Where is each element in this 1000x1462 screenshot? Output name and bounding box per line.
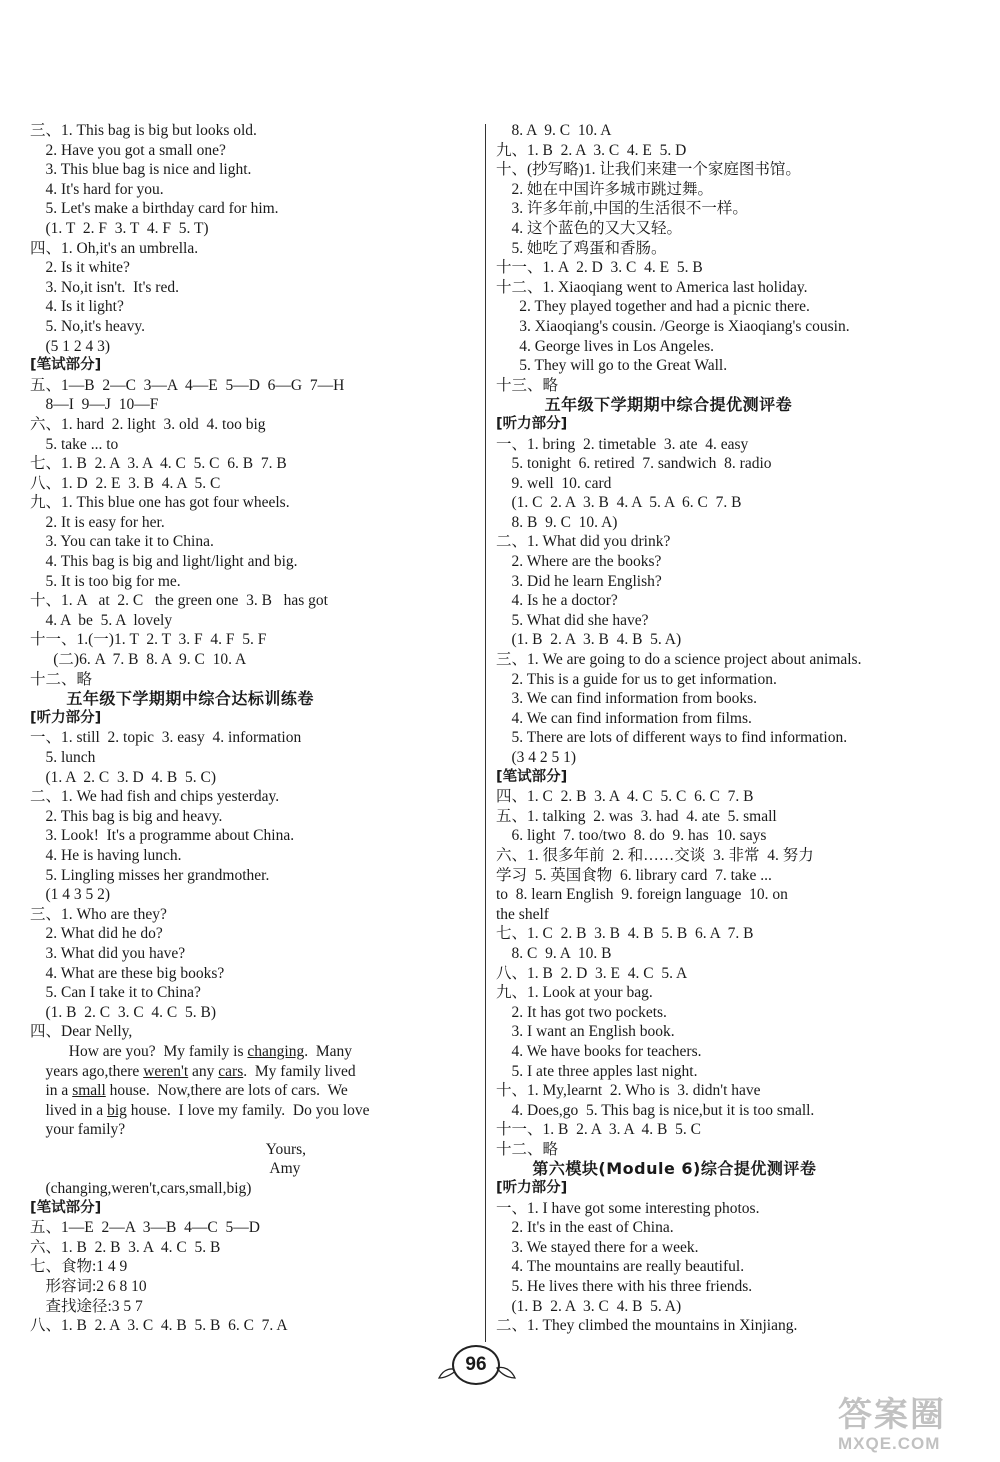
answer-text: 七、1. C 2. B 3. B 4. B 5. B 6. A 7. B — [496, 925, 754, 943]
answer-text: 5. They will go to the Great Wall. — [496, 357, 728, 375]
answer-text: years ago,there — [30, 1062, 144, 1080]
answer-line — [496, 474, 966, 494]
answer-line — [30, 297, 470, 317]
answer-text: [听力部分] — [30, 709, 102, 726]
answer-text: 4. Is he a doctor? — [496, 592, 618, 610]
answer-line — [496, 141, 966, 161]
answer-line — [30, 552, 470, 572]
answer-line — [30, 1042, 470, 1062]
answer-text: 5. What did she have? — [496, 611, 649, 629]
answer-text: 8—I 9—J 10—F — [30, 396, 159, 414]
answer-text: 六、1. 很多年前 2. 和……交谈 3. 非常 4. 努力 — [496, 846, 814, 864]
answer-line — [496, 317, 966, 337]
answer-line — [30, 670, 470, 690]
answer-text: [笔试部分] — [496, 768, 568, 785]
answer-line — [496, 787, 966, 807]
answer-line — [496, 611, 966, 631]
answer-line — [30, 885, 470, 905]
answer-line — [30, 964, 470, 984]
answer-text: 4. George lives in Los Angeles. — [496, 337, 714, 355]
answer-column-left — [30, 121, 470, 1336]
section-header — [30, 356, 470, 376]
answer-text: 8. C 9. A 10. B — [496, 944, 612, 962]
answer-line — [30, 513, 470, 533]
answer-text: 五、1. talking 2. was 3. had 4. ate 5. small — [496, 807, 777, 825]
answer-text: 2. They played together and had a picnic there. — [496, 298, 810, 316]
answer-text: 3. Look! It's a programme about China. — [30, 827, 295, 845]
answer-text: (changing,weren't,cars,small,big) — [30, 1180, 252, 1198]
answer-line — [496, 513, 966, 533]
answer-text: 5. Lingling misses her grandmother. — [30, 866, 270, 884]
answer-line — [30, 630, 470, 650]
answer-text: 五年级下学期期中综合提优测评卷 — [496, 395, 793, 415]
page-number: 96 — [452, 1345, 500, 1385]
answer-text: 四、1. C 2. B 3. A 4. C 5. C 6. C 7. B — [496, 788, 754, 806]
answer-text: 九、1. B 2. A 3. C 4. E 5. D — [496, 141, 687, 159]
answer-line — [496, 493, 966, 513]
answer-line — [496, 964, 966, 984]
answer-text: 七、1. B 2. A 3. A 4. C 5. C 6. B 7. B — [30, 455, 287, 473]
exam-title — [496, 1159, 966, 1179]
answer-text: Yours, — [30, 1140, 307, 1158]
answer-line — [496, 650, 966, 670]
answer-text: 5. 她吃了鸡蛋和香肠。 — [496, 239, 667, 257]
answer-text: 2. What did he do? — [30, 925, 163, 943]
answer-line — [30, 787, 470, 807]
answer-text: 七、食物:1 4 9 — [30, 1258, 128, 1276]
answer-text: 6. light 7. too/two 8. do 9. has 10. says — [496, 827, 767, 845]
answer-text: 5. take ... to — [30, 435, 119, 453]
answer-line — [30, 826, 470, 846]
answer-text: 4. He is having lunch. — [30, 846, 182, 864]
answer-text: 5. There are lots of different ways to find information. — [496, 729, 848, 747]
answer-line — [30, 748, 470, 768]
answer-line — [496, 1062, 966, 1082]
answer-text: 第六模块(Module 6)综合提优测评卷 — [496, 1159, 817, 1179]
answer-text: 2. It's in the east of China. — [496, 1219, 674, 1237]
answer-text: (1 4 3 5 2) — [30, 886, 111, 904]
answer-text: 三、1. We are going to do a science project about animals. — [496, 651, 862, 669]
answer-line — [496, 1081, 966, 1101]
answer-line — [496, 219, 966, 239]
answer-text: . My family lived — [243, 1062, 356, 1080]
answer-line — [30, 337, 470, 357]
answer-line — [30, 924, 470, 944]
answer-text: 六、1. hard 2. light 3. old 4. too big — [30, 415, 266, 433]
answer-line — [496, 572, 966, 592]
answer-text: 一、1. still 2. topic 3. easy 4. information — [30, 729, 302, 747]
answer-text: 5. It is too big for me. — [30, 572, 181, 590]
answer-text: 十一、1. B 2. A 3. A 4. B 5. C — [496, 1121, 701, 1139]
underlined-answer: big — [107, 1101, 127, 1119]
answer-line — [30, 983, 470, 1003]
answer-text: [笔试部分] — [30, 357, 102, 374]
leaf-icon — [496, 1364, 516, 1380]
section-header — [30, 709, 470, 729]
answer-line — [30, 435, 470, 455]
answer-line — [496, 1003, 966, 1023]
answer-text: 3. Xiaoqiang's cousin. /George is Xiaoqiang's cousin. — [496, 317, 850, 335]
answer-line — [496, 728, 966, 748]
answer-line — [496, 1297, 966, 1317]
answer-text: 六、1. B 2. B 3. A 4. C 5. B — [30, 1238, 221, 1256]
answer-line — [30, 278, 470, 298]
answer-line — [496, 670, 966, 690]
answer-text: 4. It's hard for you. — [30, 180, 164, 198]
page-number-badge — [438, 1342, 518, 1386]
answer-line — [496, 199, 966, 219]
answer-line — [30, 591, 470, 611]
answer-text: 十、(抄写略)1. 让我们来建一个家庭图书馆。 — [496, 161, 801, 179]
answer-line — [496, 1316, 966, 1336]
answer-text: 4. Is it light? — [30, 298, 124, 316]
answer-line — [30, 1081, 470, 1101]
answer-text: 形容词:2 6 8 10 — [30, 1278, 147, 1296]
answer-line — [496, 1022, 966, 1042]
answer-line — [30, 395, 470, 415]
answer-text: 5. I ate three apples last night. — [496, 1062, 698, 1080]
answer-text: 3. We stayed there for a week. — [496, 1238, 699, 1256]
answer-text: (二)6. A 7. B 8. A 9. C 10. A — [30, 651, 247, 669]
answer-text: 十、1. A at 2. C the green one 3. B has got — [30, 592, 328, 610]
answer-text: house. Now,there are lots of cars. We — [105, 1082, 348, 1100]
answer-line — [30, 650, 470, 670]
answer-line — [496, 983, 966, 1003]
answer-text: 9. well 10. card — [496, 474, 612, 492]
answer-text: 十二、略 — [30, 670, 93, 688]
answer-line — [30, 180, 470, 200]
answer-text: 5. No,it's heavy. — [30, 317, 146, 335]
answer-line — [30, 611, 470, 631]
answer-text: any — [188, 1062, 219, 1080]
answer-text: 3. 许多年前,中国的生活很不一样。 — [496, 200, 748, 218]
answer-text: 5. He lives there with his three friends. — [496, 1278, 753, 1296]
answer-line — [496, 1101, 966, 1121]
answer-line — [496, 1140, 966, 1160]
answer-line — [30, 944, 470, 964]
answer-line — [30, 317, 470, 337]
answer-line — [496, 748, 966, 768]
answer-line — [30, 572, 470, 592]
answer-line — [496, 278, 966, 298]
answer-text: 八、1. B 2. D 3. E 4. C 5. A — [496, 964, 688, 982]
answer-line — [30, 199, 470, 219]
answer-text: 五、1—E 2—A 3—B 4—C 5—D — [30, 1219, 260, 1237]
answer-line — [30, 493, 470, 513]
answer-line — [30, 415, 470, 435]
answer-line — [30, 258, 470, 278]
answer-text: 2. It has got two pockets. — [496, 1003, 667, 1021]
answer-line — [496, 1277, 966, 1297]
answer-line — [30, 1022, 470, 1042]
watermark-url: MXQE.COM — [838, 1434, 941, 1453]
answer-line — [30, 866, 470, 886]
answer-line — [496, 435, 966, 455]
answer-line — [30, 454, 470, 474]
column-divider — [485, 124, 486, 1342]
answer-line — [496, 1042, 966, 1062]
answer-line — [30, 768, 470, 788]
answer-column-right — [496, 121, 966, 1336]
answer-text: 十二、略 — [496, 1140, 559, 1158]
underlined-answer: cars — [218, 1062, 244, 1080]
section-header — [496, 768, 966, 788]
answer-text: (5 1 2 4 3) — [30, 337, 111, 355]
section-header — [30, 1199, 470, 1219]
answer-text: 查找途径:3 5 7 — [30, 1297, 143, 1315]
answer-text: (1. T 2. F 3. T 4. F 5. T) — [30, 219, 209, 237]
answer-line — [30, 905, 470, 925]
exam-title — [496, 395, 966, 415]
watermark — [838, 1396, 988, 1458]
answer-line — [496, 454, 966, 474]
answer-line — [496, 356, 966, 376]
answer-text: (3 4 2 5 1) — [496, 749, 577, 766]
answer-text: your family? — [30, 1121, 126, 1139]
underlined-answer: weren't — [143, 1062, 189, 1080]
answer-text: 4. This bag is big and light/light and big. — [30, 553, 298, 571]
answer-line — [496, 885, 966, 905]
answer-line — [30, 1179, 470, 1199]
answer-text: 3. I want an English book. — [496, 1023, 675, 1041]
answer-text: 3. No,it isn't. It's red. — [30, 278, 179, 296]
answer-text: 2. This bag is big and heavy. — [30, 807, 223, 825]
answer-text: 四、1. Oh,it's an umbrella. — [30, 239, 199, 257]
answer-text: 8. B 9. C 10. A) — [496, 513, 618, 531]
answer-line — [30, 846, 470, 866]
answer-text: Amy — [30, 1160, 301, 1178]
answer-text: the shelf — [496, 905, 549, 923]
answer-text: 十二、1. Xiaoqiang went to America last holiday. — [496, 278, 808, 296]
answer-text: 3. This blue bag is nice and light. — [30, 161, 252, 179]
answer-line — [30, 532, 470, 552]
answer-text: 一、1. I have got some interesting photos. — [496, 1199, 760, 1217]
answer-line — [30, 474, 470, 494]
answer-text: (1. C 2. A 3. B 4. A 5. A 6. C 7. B — [496, 494, 742, 512]
answer-text: in a — [30, 1082, 73, 1100]
answer-line — [496, 1199, 966, 1219]
answer-text: 2. Is it white? — [30, 259, 130, 277]
answer-text: 5. lunch — [30, 749, 96, 766]
answer-line — [30, 160, 470, 180]
answer-text: 八、1. D 2. E 3. B 4. A 5. C — [30, 474, 221, 492]
answer-line — [30, 121, 470, 141]
answer-line — [30, 1218, 470, 1238]
answer-text: 4. We have books for teachers. — [496, 1042, 702, 1060]
answer-line — [496, 826, 966, 846]
answer-line — [496, 258, 966, 278]
underlined-answer: changing — [247, 1042, 305, 1060]
answer-text: 五年级下学期期中综合达标训练卷 — [30, 689, 314, 709]
answer-text: 3. We can find information from books. — [496, 690, 758, 708]
answer-text: [笔试部分] — [30, 1199, 102, 1216]
answer-line — [496, 121, 966, 141]
answer-text: 十三、略 — [496, 376, 559, 394]
answer-text: 4. The mountains are really beautiful. — [496, 1258, 745, 1276]
answer-text: 一、1. bring 2. timetable 3. ate 4. easy — [496, 435, 749, 453]
answer-text: (1. B 2. A 3. C 4. B 5. A) — [496, 1297, 682, 1315]
answer-line — [30, 239, 470, 259]
answer-line — [30, 1277, 470, 1297]
answer-text: 二、1. What did you drink? — [496, 533, 671, 551]
answer-text: 十一、1. A 2. D 3. C 4. E 5. B — [496, 259, 703, 277]
answer-text: 九、1. This blue one has got four wheels. — [30, 494, 290, 512]
answer-text: 五、1—B 2—C 3—A 4—E 5—D 6—G 7—H — [30, 376, 345, 394]
answer-text: 2. This is a guide for us to get information. — [496, 670, 777, 688]
exam-title — [30, 689, 470, 709]
answer-text: 三、1. This bag is big but looks old. — [30, 122, 257, 139]
answer-line — [30, 1316, 470, 1336]
answer-line — [496, 337, 966, 357]
answer-text: (1. B 2. C 3. C 4. C 5. B) — [30, 1003, 217, 1021]
section-header — [496, 415, 966, 435]
answer-text: 5. tonight 6. retired 7. sandwich 8. radio — [496, 455, 772, 473]
answer-text: [听力部分] — [496, 415, 568, 432]
answer-text: 十、1. My,learnt 2. Who is 3. didn't have — [496, 1082, 761, 1100]
answer-line — [496, 689, 966, 709]
answer-text: How are you? My family is — [30, 1042, 248, 1060]
answer-text: 2. Where are the books? — [496, 553, 662, 571]
answer-text: 2. Have you got a small one? — [30, 141, 226, 159]
answer-text: 3. What did you have? — [30, 944, 186, 962]
answer-line — [496, 180, 966, 200]
answer-line — [30, 1297, 470, 1317]
watermark-logo-text: 答案圈 — [838, 1395, 946, 1435]
answer-line — [496, 866, 966, 886]
answer-line — [30, 1003, 470, 1023]
answer-text: 九、1. Look at your bag. — [496, 984, 653, 1002]
answer-text: 十一、1.(一)1. T 2. T 3. F 4. F 5. F — [30, 631, 267, 649]
answer-text: . Many — [304, 1042, 353, 1060]
answer-text: 4. What are these big books? — [30, 964, 225, 982]
answer-text: 3. Did he learn English? — [496, 572, 662, 590]
answer-line — [496, 1120, 966, 1140]
answer-line — [30, 807, 470, 827]
answer-text: 八、1. B 2. A 3. C 4. B 5. B 6. C 7. A — [30, 1317, 288, 1335]
answer-text: 学习 5. 英国食物 6. library card 7. take ... — [496, 866, 772, 884]
underlined-answer: small — [72, 1082, 106, 1100]
answer-text: 2. 她在中国许多城市跳过舞。 — [496, 180, 714, 198]
answer-line — [496, 552, 966, 572]
answer-text: 二、1. They climbed the mountains in Xinjiang. — [496, 1317, 798, 1335]
answer-text: (1. B 2. A 3. B 4. B 5. A) — [496, 631, 682, 649]
answer-text: 3. You can take it to China. — [30, 533, 214, 551]
answer-text: 5. Can I take it to China? — [30, 984, 201, 1002]
answer-text: lived in a — [30, 1101, 108, 1119]
answer-line — [30, 1101, 470, 1121]
answer-text: 4. Does,go 5. This bag is nice,but it is too small. — [496, 1101, 815, 1119]
answer-line — [30, 1062, 470, 1082]
answer-text: 四、Dear Nelly, — [30, 1023, 133, 1041]
answer-line — [30, 1140, 470, 1160]
answer-text: 二、1. We had fish and chips yesterday. — [30, 788, 280, 806]
answer-line — [496, 297, 966, 317]
answer-line — [496, 846, 966, 866]
answer-line — [30, 219, 470, 239]
answer-line — [496, 532, 966, 552]
answer-text: (1. A 2. C 3. D 4. B 5. C) — [30, 768, 217, 786]
answer-line — [496, 630, 966, 650]
answer-text: to 8. learn English 9. foreign language 10. on — [496, 886, 788, 904]
answer-line — [496, 709, 966, 729]
answer-line — [30, 728, 470, 748]
answer-line — [30, 376, 470, 396]
answer-line — [30, 1257, 470, 1277]
answer-line — [496, 1218, 966, 1238]
answer-line — [496, 591, 966, 611]
answer-line — [496, 807, 966, 827]
answer-line — [30, 1120, 470, 1140]
answer-text: 4. A be 5. A lovely — [30, 611, 173, 629]
answer-text: 8. A 9. C 10. A — [496, 122, 612, 139]
answer-text: 4. 这个蓝色的又大又轻。 — [496, 219, 683, 237]
answer-line — [496, 376, 966, 396]
answer-text: 5. Let's make a birthday card for him. — [30, 200, 279, 218]
answer-line — [496, 924, 966, 944]
answer-line — [30, 141, 470, 161]
section-header — [496, 1179, 966, 1199]
answer-text: house. I love my family. Do you love — [126, 1101, 370, 1119]
answer-line — [496, 160, 966, 180]
answer-line — [496, 1257, 966, 1277]
answer-text: 2. It is easy for her. — [30, 513, 165, 531]
answer-line — [496, 239, 966, 259]
answer-text: [听力部分] — [496, 1180, 568, 1197]
answer-line — [30, 1238, 470, 1258]
answer-line — [30, 1159, 470, 1179]
answer-line — [496, 944, 966, 964]
answer-text: 4. We can find information from films. — [496, 709, 752, 727]
answer-text: 三、1. Who are they? — [30, 905, 167, 923]
answer-line — [496, 1238, 966, 1258]
answer-line — [496, 905, 966, 925]
